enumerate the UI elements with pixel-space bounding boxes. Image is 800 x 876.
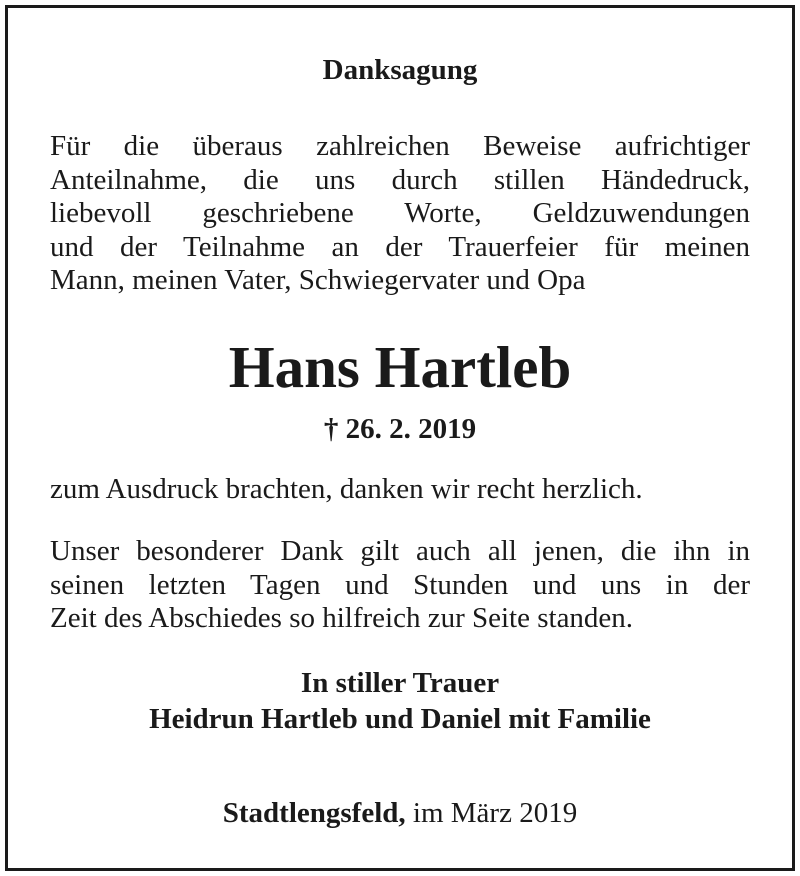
intro-line: Für die überaus zahlreichen Beweise aufrichtiger: [50, 130, 750, 162]
mourning-line: In stiller Trauer: [300, 667, 500, 699]
intro-paragraph: [50, 130, 750, 298]
place-and-date: [50, 793, 750, 833]
special-thanks-line: Unser besonderer Dank gilt auch all jenen, die ihn in: [50, 535, 750, 567]
deceased-name: Hans Hartleb: [228, 334, 572, 400]
thanks-line: zum Ausdruck brachten, danken wir recht herzlich.: [50, 473, 643, 505]
intro-line: Anteilnahme, die uns durch stillen Händedruck,: [50, 163, 750, 196]
intro-line: liebevoll geschriebene Worte, Geldzuwendungen: [50, 197, 750, 229]
place-name: Stadtlengsfeld,: [222, 797, 406, 829]
intro-line: und der Teilnahme an der Trauerfeier für meinen: [50, 230, 750, 263]
family-names: Heidrun Hartleb und Daniel mit Familie: [149, 703, 651, 735]
notice-date: im März 2019: [405, 797, 578, 829]
special-thanks-line: seinen letzten Tagen und Stunden und uns in der: [50, 568, 750, 601]
special-thanks-line: Zeit des Abschiedes so hilfreich zur Seite standen.: [50, 602, 634, 634]
closing-signature: [50, 665, 750, 737]
intro-line: Mann, meinen Vater, Schwiegervater und Opa: [50, 264, 586, 296]
death-date: † 26. 2. 2019: [323, 413, 477, 445]
special-thanks-paragraph: [50, 535, 750, 636]
notice-heading: Danksagung: [322, 54, 478, 86]
